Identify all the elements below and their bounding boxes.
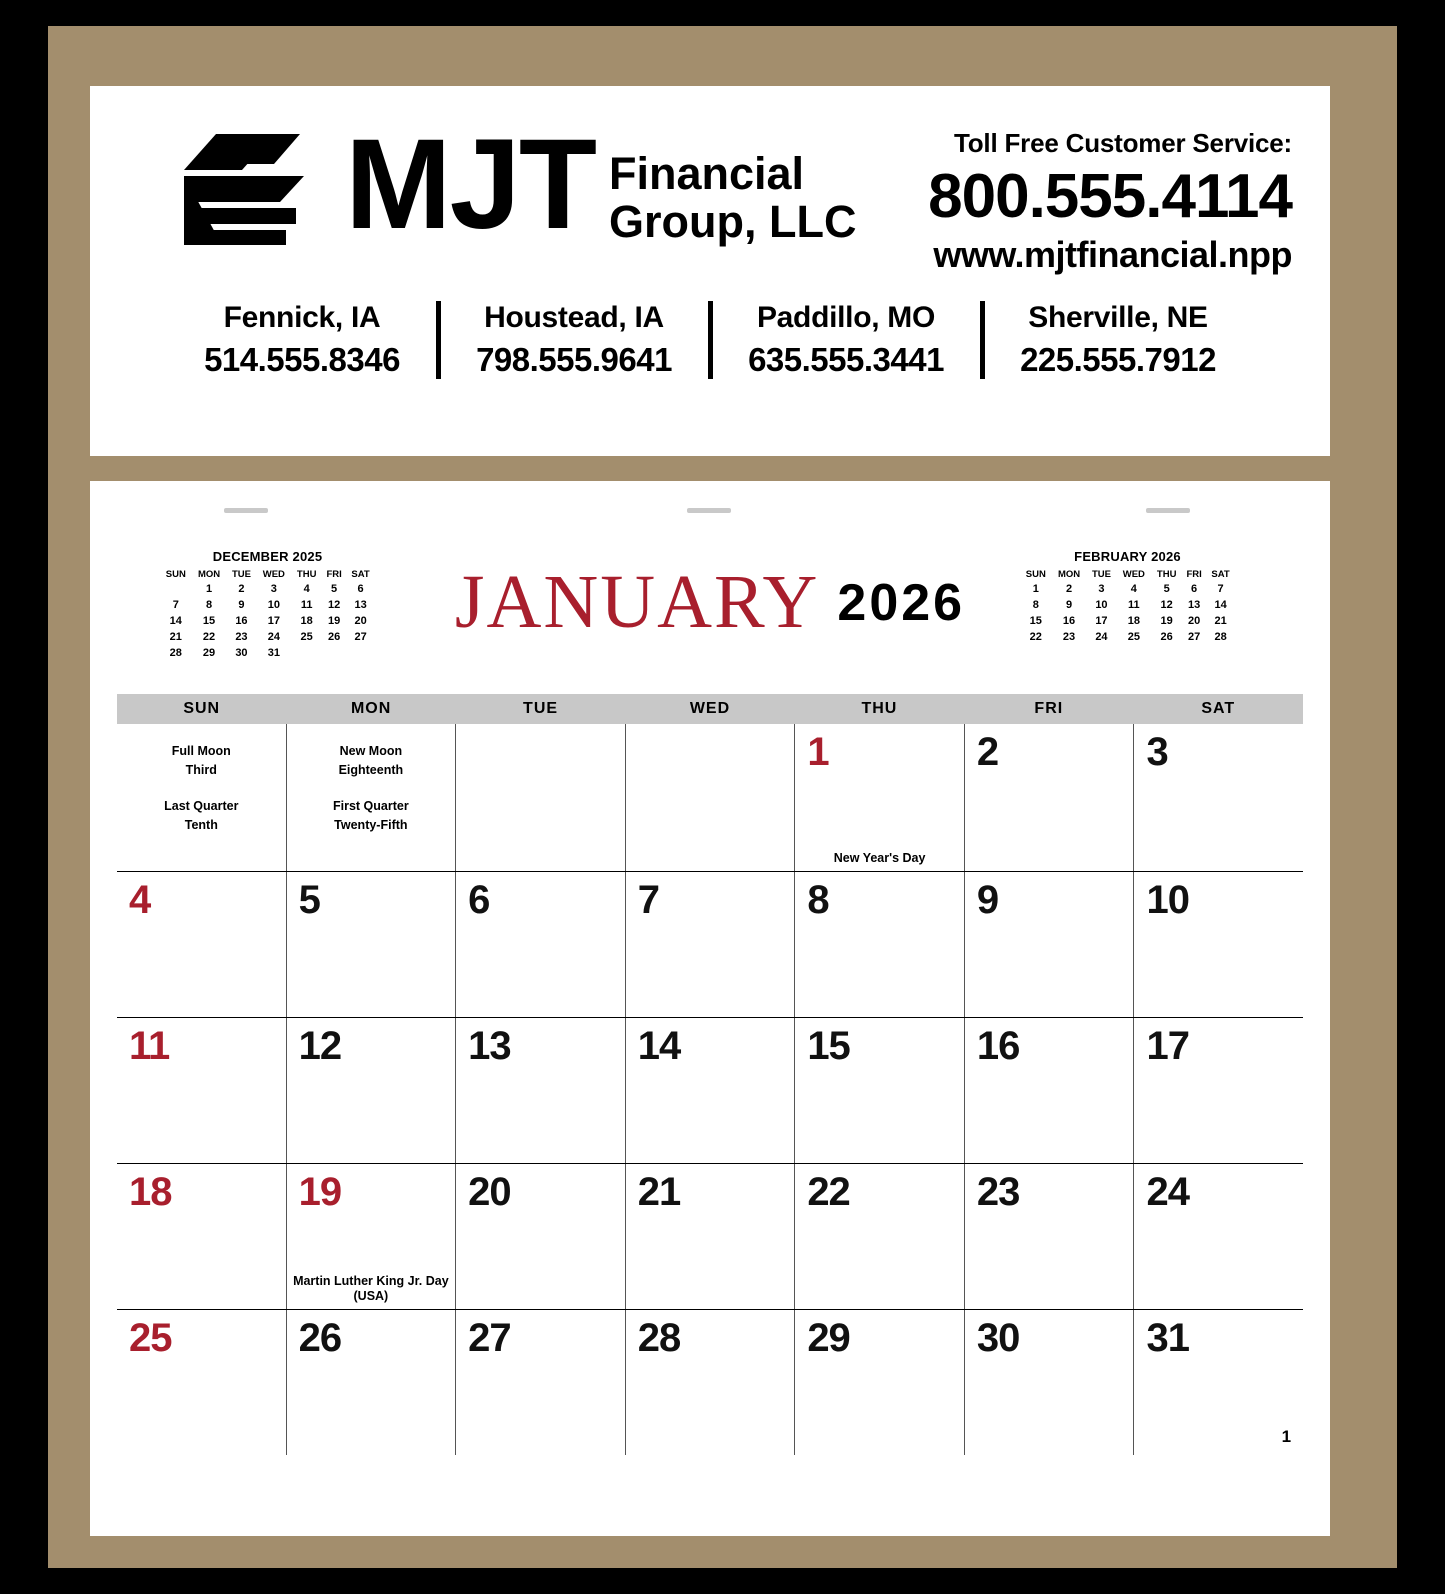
mini-day: 31 (267, 647, 280, 659)
moon-phase-block (287, 742, 456, 836)
calendar-day-cell[interactable] (117, 724, 287, 871)
mini-day: 4 (303, 583, 310, 595)
dow-thu: THU (861, 700, 898, 717)
mini-day: 25 (300, 631, 313, 643)
page-number: 1 (1281, 1427, 1292, 1446)
office-city: Sherville, NE (1028, 301, 1208, 334)
mini-day: 28 (169, 647, 182, 659)
calendar-day-cell[interactable] (1134, 724, 1303, 871)
calendar-card (90, 481, 1330, 1536)
day-number: 23 (976, 1170, 1020, 1214)
mini-dow: SAT (1211, 569, 1230, 580)
mini-day: 21 (169, 631, 182, 643)
mini-day: 26 (327, 631, 341, 643)
page-title (90, 559, 1330, 646)
mini-dow: SUN (1025, 569, 1046, 580)
day-number: 3 (1146, 730, 1168, 774)
mini-dow: SUN (165, 569, 186, 580)
moon-phase-name: First Quarter (333, 798, 409, 813)
mini-day: 8 (1032, 599, 1039, 611)
calendar-day-cell[interactable] (965, 724, 1135, 871)
moon-phase-name: Full Moon (171, 744, 231, 758)
toll-free-number: 800.555.4114 (928, 162, 1292, 231)
calendar-day-cell[interactable] (287, 1018, 457, 1163)
office-phone: 635.555.3441 (748, 341, 944, 378)
calendar-day-cell[interactable] (626, 872, 796, 1017)
dow-mon: MON (350, 700, 392, 717)
calendar-day-cell[interactable] (626, 1018, 796, 1163)
calendar-day-cell[interactable] (1134, 1018, 1303, 1163)
day-number: 18 (129, 1170, 172, 1214)
calendar-day-cell[interactable] (456, 1018, 626, 1163)
month-year: 2026 (837, 573, 966, 632)
mini-day: 21 (1214, 615, 1227, 627)
mini-day: 6 (1191, 583, 1198, 595)
mini-dow: MON (1057, 569, 1081, 580)
punch-hole-mark (1146, 508, 1190, 513)
mini-day: 19 (1160, 615, 1173, 627)
dow-sat: SAT (1201, 700, 1236, 717)
mini-day: 22 (202, 631, 216, 643)
moon-phase-day: Third (185, 763, 217, 778)
punch-hole-mark (224, 508, 268, 513)
dow-wed: WED (689, 700, 731, 717)
brand-name-sub (609, 150, 856, 245)
mini-day: 12 (327, 599, 341, 611)
mini-day: 10 (1095, 599, 1108, 611)
day-of-week-header (117, 694, 1303, 724)
mini-dow: WED (1122, 569, 1145, 580)
day-number: 6 (468, 878, 490, 922)
mini-day: 6 (357, 583, 364, 595)
dow-tue: TUE (523, 700, 559, 717)
calendar-day-cell[interactable] (1134, 872, 1303, 1017)
mini-day: 1 (205, 583, 213, 595)
moon-spacer (117, 781, 286, 797)
moon-phase-block (117, 742, 286, 836)
calendar-day-cell[interactable] (456, 1164, 626, 1309)
day-number: 11 (129, 1024, 170, 1068)
calendar-day-cell[interactable] (456, 872, 626, 1017)
day-number: 25 (129, 1316, 172, 1360)
moon-phase-day: Twenty-Fifth (334, 818, 408, 833)
day-number: 1 (807, 730, 829, 774)
office-list (90, 301, 1330, 379)
mini-day: 5 (331, 583, 338, 595)
mini-day: 23 (235, 631, 248, 643)
mini-day: 23 (1062, 631, 1076, 643)
day-number: 10 (1146, 878, 1189, 922)
mini-day: 5 (1163, 583, 1170, 595)
day-number: 26 (298, 1316, 342, 1360)
mini-day: 18 (1127, 615, 1140, 627)
company-website[interactable]: www.mjtfinancial.npp (933, 234, 1292, 276)
mini-day: 4 (1130, 583, 1137, 595)
office-item (991, 301, 1246, 379)
mini-day: 30 (235, 647, 248, 659)
calendar-week-row (117, 724, 1303, 872)
calendar-day-cell[interactable] (287, 724, 457, 871)
mini-day: 9 (238, 599, 245, 611)
dow-sun: SUN (183, 700, 221, 717)
mini-day: 7 (1217, 583, 1224, 595)
calendar-day-cell[interactable] (117, 1310, 287, 1455)
day-number: 22 (807, 1170, 850, 1214)
mini-week-row (160, 645, 375, 661)
mini-day: 17 (267, 615, 280, 627)
calendar-day-cell[interactable] (1134, 1164, 1303, 1309)
mini-day: 17 (1095, 615, 1108, 627)
mini-day: 27 (1187, 631, 1201, 643)
mini-dow: FRI (326, 569, 342, 580)
mini-dow: FRI (1186, 569, 1202, 580)
mini-day: 20 (1187, 615, 1201, 627)
contact-block (928, 128, 1292, 276)
mini-day: 1 (1032, 583, 1039, 595)
office-divider (436, 301, 441, 379)
calendar-day-cell[interactable] (965, 1018, 1135, 1163)
calendar-day-cell[interactable] (287, 1310, 457, 1455)
mini-day: 8 (205, 599, 213, 611)
calendar-day-cell[interactable] (795, 1164, 965, 1309)
calendar-day-cell[interactable] (965, 1164, 1135, 1309)
office-city: Paddillo, MO (756, 301, 936, 334)
calendar-day-cell[interactable] (795, 1310, 965, 1455)
day-number: 7 (637, 878, 659, 922)
calendar-day-cell[interactable] (117, 872, 287, 1017)
mini-month-title: DECEMBER 2025 (212, 549, 323, 564)
day-number: 27 (468, 1316, 511, 1360)
calendar-day-cell[interactable] (626, 1310, 796, 1455)
mini-day (346, 645, 375, 661)
mini-dow: MON (197, 569, 221, 580)
mini-dow: THU (1156, 569, 1177, 580)
mini-day: 9 (1065, 599, 1073, 611)
mini-day: 13 (354, 599, 367, 611)
day-number: 8 (807, 878, 829, 922)
day-number: 2 (976, 730, 999, 774)
mini-day: 18 (300, 615, 313, 627)
calendar-board (48, 26, 1397, 1568)
calendar-day-cell[interactable] (456, 724, 626, 871)
footer-note: • HANDY TELEPHONE INDEX UNDER PAD • (536, 1522, 909, 1539)
mini-day: 10 (267, 599, 280, 611)
calendar-week-row (117, 872, 1303, 1018)
mini-day: 27 (354, 631, 367, 643)
mini-day: 14 (169, 615, 182, 627)
calendar-day-cell[interactable] (1134, 1310, 1303, 1455)
calendar-day-cell[interactable] (965, 1310, 1135, 1455)
moon-phase-day: Eighteenth (338, 763, 404, 778)
mini-day: 3 (270, 583, 277, 595)
mini-dow: WED (262, 569, 285, 580)
mini-day: 2 (238, 583, 245, 595)
day-number: 24 (1146, 1170, 1189, 1214)
moon-phase-name: Last Quarter (164, 798, 239, 813)
calendar-day-cell[interactable] (456, 1310, 626, 1455)
mini-day: 11 (1128, 599, 1140, 611)
holiday-label: New Year's Day (833, 850, 926, 865)
mini-day: 19 (327, 615, 341, 627)
mini-day: 7 (172, 599, 179, 611)
day-number: 14 (637, 1024, 681, 1068)
mini-day (291, 645, 322, 661)
mini-day: 25 (1127, 631, 1140, 643)
moon-phase-name: New Moon (339, 744, 403, 758)
mini-dow: SAT (351, 569, 370, 580)
day-number: 19 (298, 1170, 342, 1214)
mjt-logo-icon (182, 134, 342, 258)
brand-row (90, 86, 1330, 276)
mini-day: 15 (1029, 615, 1042, 627)
mini-day: 3 (1098, 583, 1105, 595)
office-item (175, 301, 430, 379)
day-number: 17 (1146, 1024, 1189, 1068)
calendar-day-cell[interactable] (965, 872, 1135, 1017)
office-divider (980, 301, 985, 379)
office-phone: 514.555.8346 (204, 341, 400, 378)
punch-hole-mark (687, 508, 731, 513)
calendar-week-row (117, 1018, 1303, 1164)
mini-day: 24 (267, 631, 280, 643)
office-city: Fennick, IA (223, 301, 381, 334)
calendar-day-cell[interactable] (795, 872, 965, 1017)
office-item (447, 301, 702, 379)
calendar-week-row (117, 1164, 1303, 1310)
moon-phase-day: Tenth (184, 818, 218, 833)
day-number: 4 (129, 878, 151, 922)
calendar-day-cell[interactable] (795, 1018, 965, 1163)
mini-day: 16 (1062, 615, 1076, 627)
brand-name-line1: Financial (609, 148, 805, 199)
mini-day: 12 (1160, 599, 1173, 611)
mini-day: 15 (202, 615, 216, 627)
calendar-day-cell[interactable] (626, 1164, 796, 1309)
day-number: 9 (976, 878, 999, 922)
day-number: 5 (298, 878, 320, 922)
company-header-card (90, 86, 1330, 456)
day-number: 21 (637, 1170, 681, 1214)
toll-free-label: Toll Free Customer Service: (953, 128, 1292, 158)
day-number: 29 (807, 1316, 850, 1360)
mini-day: 2 (1065, 583, 1073, 595)
mini-day: 26 (1160, 631, 1173, 643)
moon-spacer (287, 781, 456, 797)
mini-day: 28 (1214, 631, 1227, 643)
office-phone: 798.555.9641 (476, 341, 672, 378)
mini-day: 24 (1095, 631, 1108, 643)
day-number: 13 (468, 1024, 511, 1068)
office-phone: 225.555.7912 (1020, 341, 1216, 378)
holiday-label: Martin Luther King Jr. Day (USA) (293, 1274, 449, 1303)
day-number: 15 (807, 1024, 850, 1068)
office-city: Houstead, IA (484, 301, 664, 334)
mini-day (322, 645, 346, 661)
mini-day: 20 (354, 615, 367, 627)
mini-month-title: FEBRUARY 2026 (1074, 549, 1181, 564)
day-number: 16 (976, 1024, 1020, 1068)
mini-day: 11 (300, 599, 313, 611)
mini-dow: TUE (1091, 569, 1111, 580)
mini-day: 29 (202, 647, 216, 659)
mini-dow: TUE (231, 569, 251, 580)
brand-name-main: MJT (345, 113, 595, 256)
calendar-grid (117, 694, 1303, 1455)
day-number: 12 (298, 1024, 342, 1068)
calendar-week-row (117, 1310, 1303, 1455)
mini-day: 16 (235, 615, 248, 627)
day-number: 30 (976, 1316, 1020, 1360)
mini-day: 14 (1214, 599, 1227, 611)
mini-dow: THU (296, 569, 317, 580)
calendar-day-cell[interactable] (795, 724, 965, 871)
office-divider (708, 301, 713, 379)
day-number: 28 (637, 1316, 681, 1360)
office-item (719, 301, 974, 379)
brand-name-line2: Group, LLC (609, 195, 857, 247)
month-name: JANUARY (454, 560, 820, 644)
calendar-day-cell[interactable] (626, 724, 796, 871)
day-number: 31 (1146, 1316, 1189, 1360)
calendar-day-cell[interactable] (117, 1164, 287, 1309)
calendar-day-cell[interactable] (287, 872, 457, 1017)
dow-fri: FRI (1034, 700, 1064, 717)
calendar-day-cell[interactable] (117, 1018, 287, 1163)
day-number: 20 (468, 1170, 511, 1214)
brand-text (345, 113, 857, 256)
mini-day: 22 (1029, 631, 1042, 643)
calendar-day-cell[interactable] (287, 1164, 457, 1309)
mini-day: 13 (1187, 599, 1201, 611)
